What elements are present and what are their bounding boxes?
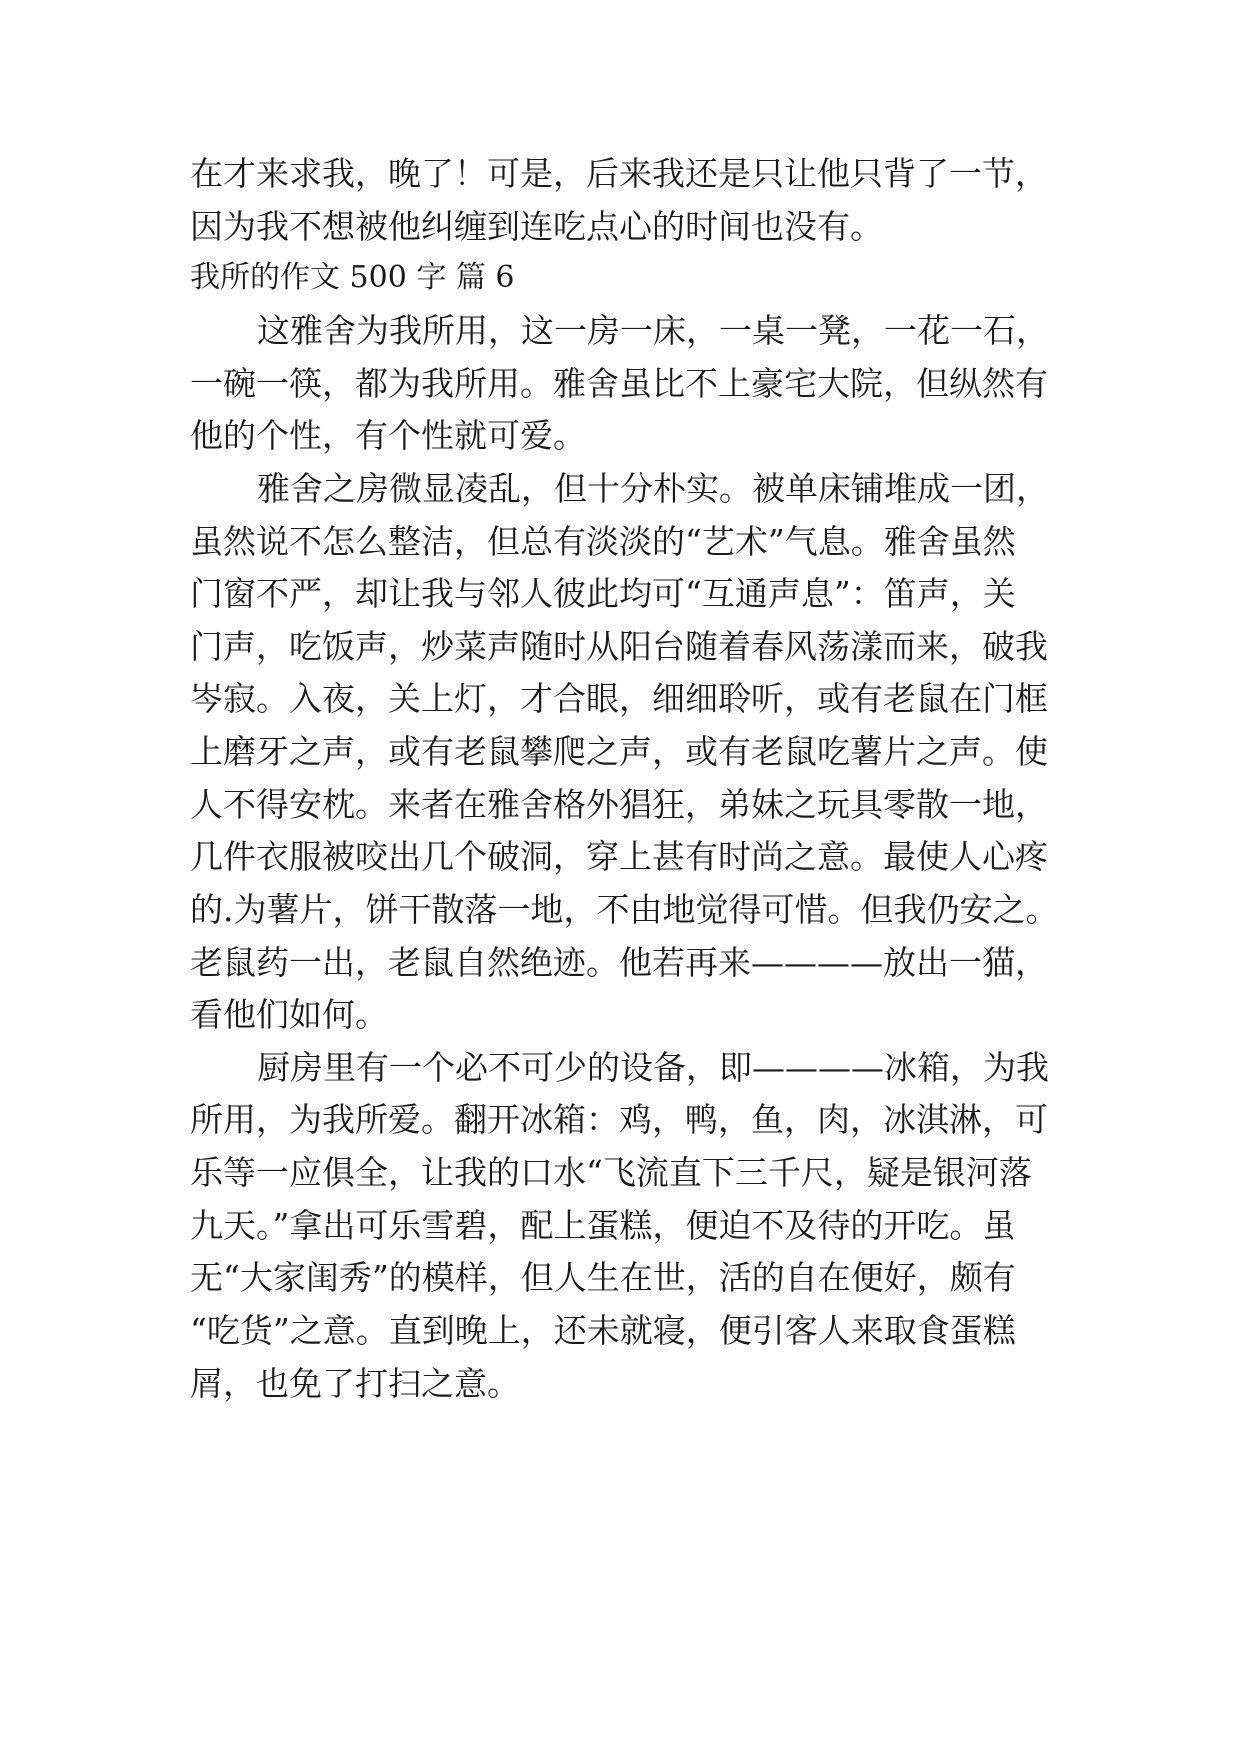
- text-line: 所用，为我所爱。翻开冰箱：鸡，鸭，鱼，肉，冰淇淋，可: [190, 1100, 1048, 1139]
- text-line: 人不得安枕。来者在雅舍格外猖狂，弟妹之玩具零散一地，: [190, 785, 1048, 824]
- text-line: 厨房里有一个必不可少的设备，即————冰箱，为我: [257, 1048, 1049, 1087]
- text-line: 他的个性，有个性就可爱。: [190, 416, 586, 455]
- text-line: 门声，吃饭声，炒菜声随时从阳台随着春风荡漾而来，破我: [190, 627, 1048, 666]
- text-line: 九天。”拿出可乐雪碧，配上蛋糕，便迫不及待的开吃。虽: [190, 1206, 1016, 1245]
- text-line: 老鼠药一出，老鼠自然绝迹。他若再来————放出一猫，: [190, 943, 1048, 982]
- text-line: “吃货”之意。直到晚上，还未就寝，便引客人来取食蛋糕: [190, 1311, 1016, 1350]
- text-line: 的.为薯片，饼干散落一地，不由地觉得可惜。但我仍安之。: [190, 890, 1059, 929]
- text-line: 在才来求我，晚了！可是，后来我还是只让他只背了一节，: [190, 154, 1048, 193]
- text-line: 上磨牙之声，或有老鼠攀爬之声，或有老鼠吃薯片之声。使: [190, 732, 1048, 771]
- section-heading: 我所的作文 500 字 篇 6: [190, 260, 515, 295]
- text-line: 虽然说不怎么整洁，但总有淡淡的“艺术”气息。雅舍虽然: [190, 522, 1016, 561]
- text-line: 这雅舍为我所用，这一房一床，一桌一凳，一花一石，: [257, 311, 1049, 350]
- text-line: 几件衣服被咬出几个破洞，穿上甚有时尚之意。最使人心疼: [190, 837, 1048, 876]
- text-line: 无“大家闺秀”的模样，但人生在世，活的自在便好，颇有: [190, 1258, 1016, 1297]
- text-line: 因为我不想被他纠缠到连吃点心的时间也没有。: [190, 207, 883, 246]
- text-line: 看他们如何。: [190, 995, 388, 1034]
- text-line: 屑，也免了打扫之意。: [190, 1364, 520, 1403]
- text-line: 乐等一应俱全，让我的口水“飞流直下三千尺，疑是银河落: [190, 1153, 1032, 1192]
- text-line: 一碗一筷，都为我所用。雅舍虽比不上豪宅大院，但纵然有: [190, 364, 1048, 403]
- text-line: 门窗不严，却让我与邻人彼此均可“互通声息”：笛声，关: [190, 574, 1016, 613]
- text-line: 雅舍之房微显凌乱，但十分朴实。被单床铺堆成一团，: [257, 469, 1049, 508]
- text-line: 岑寂。入夜，关上灯，才合眼，细细聆听，或有老鼠在门框: [190, 679, 1048, 718]
